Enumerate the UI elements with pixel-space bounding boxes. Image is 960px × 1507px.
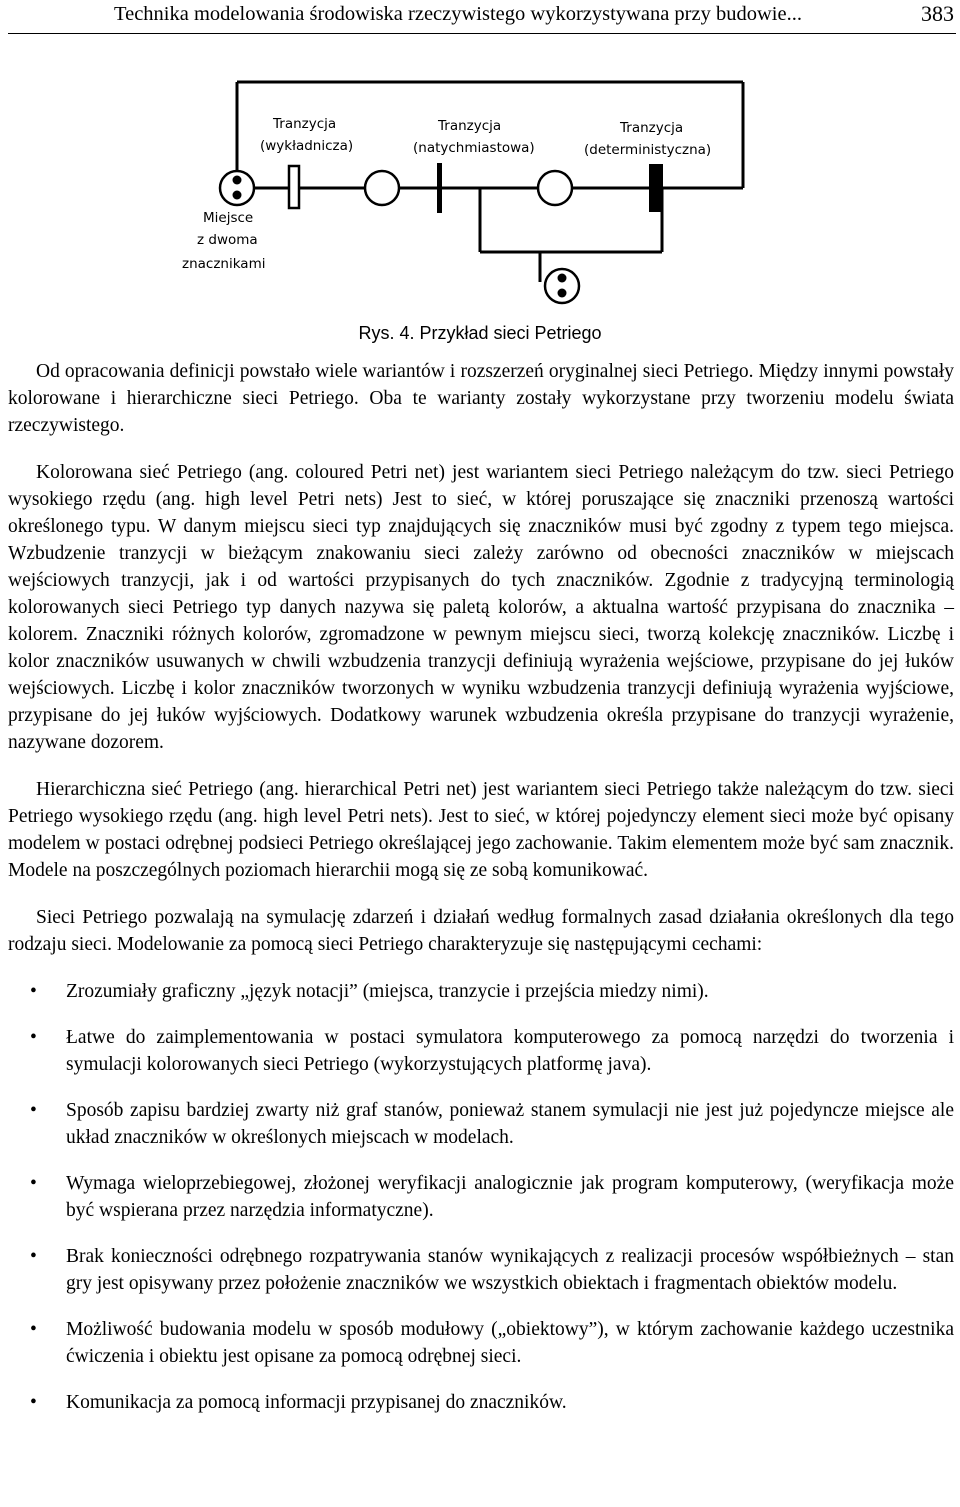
- list-item: [8, 1389, 954, 1416]
- bullet-icon: •: [30, 1319, 37, 1340]
- list-item-text: Możliwość budowania modelu w sposób modułowy („obiektowy”), w którym zachowanie każdego uczestnika ćwiczenia i obiektu jest opisane za pomocą odrębnej sieci.: [66, 1319, 954, 1367]
- header-rule: [8, 33, 956, 34]
- token: [233, 191, 242, 200]
- page-number: 383: [921, 1, 954, 26]
- label-exponential-2: (wykładnicza): [260, 138, 354, 154]
- bullet-icon: •: [30, 981, 37, 1002]
- list-item: [8, 1170, 954, 1224]
- paragraph: Kolorowana sieć Petriego (ang. coloured Petri net) jest wariantem sieci Petriego należącym do tzw. sieci Petriego wysokiego rzędu (ang. high level Petri nets) Jest to sieć, w której poruszające się znaczniki przenoszą wartości określonego typu. W danym miejscu sieci typ znajdujących się znaczników musi być zgodny z typem tego miejsca. Wzbudzenie tranzycji w bieżącym znakowaniu sieci zależy zarówno od obecności znaczników w miejscach wejściowych tranzycji, jak i od wartości przypisanych do tych znaczników. Zgodnie z tradycyjną terminologią kolorowanych sieci Petriego typ danych nazywa się paletą kolorów, a aktualna wartość przypisana do znacznika – kolorem. Znaczniki różnych kolorów, zgromadzone w pewnym miejscu sieci, tworzą kolekcję znaczników. Liczbę i kolor znaczników usuwanych w chwili wzbudzenia tranzycji definiują wyrażenia wejściowe, przypisane do jej łuków wejściowych. Liczbę i kolor znaczników tworzonych w wyniku wzbudzenia tranzycji definiują wyrażenia wyjściowe, przypisane do jej łuków wyjściowych. Dodatkowy warunek wzbudzenia określa przypisane do tranzycji wyrażenie, nazywane dozorem.: [8, 462, 954, 753]
- feature-list: [8, 978, 954, 1416]
- bullet-icon: •: [30, 1100, 37, 1121]
- list-item: [8, 1024, 954, 1078]
- place: [365, 171, 399, 205]
- page-header: [0, 0, 960, 38]
- label-place-2: z dwoma: [197, 232, 258, 248]
- bullet-icon: •: [30, 1027, 37, 1048]
- label-immediate-2: (natychmiastowa): [413, 140, 535, 156]
- list-item: [8, 978, 954, 1005]
- paragraph: Hierarchiczna sieć Petriego (ang. hierarchical Petri net) jest wariantem sieci Petriego także należącym do tzw. sieci Petriego wysokiego rzędu (ang. high level Petri nets). Jest to sieć, w której pojedynczy element sieci może być opisany modelem w postaci odrębnej podsieci Petriego określającej jego zachowanie. Takim elementem może być sam znacznik. Modele na poszczególnych poziomach hierarchii mogą się ze sobą komunikować.: [8, 779, 954, 881]
- label-deterministic-2: (deterministyczna): [584, 142, 712, 158]
- list-item-text: Zrozumiały graficzny „język notacji” (miejsca, tranzycie i przejścia miedzy nimi).: [66, 981, 709, 1002]
- petri-net-diagram: [170, 78, 770, 310]
- list-item-text: Komunikacja za pomocą informacji przypisanej do znaczników.: [66, 1392, 567, 1413]
- bullet-icon: •: [30, 1392, 37, 1413]
- token: [558, 289, 567, 298]
- transition-exponential: [289, 166, 299, 208]
- token: [233, 176, 242, 185]
- list-item-text: Brak konieczności odrębnego rozpatrywania stanów wynikających z realizacji procesów współbieżnych – stan gry jest opisywany przez położenie znaczników we wszystkich obiektach i fragmentach obiektów modelu.: [66, 1246, 954, 1294]
- petri-net-figure: [170, 78, 770, 310]
- paragraph: Od opracowania definicji powstało wiele wariantów i rozszerzeń oryginalnej sieci Petriego. Między innymi powstały kolorowane i hierarchiczne sieci Petriego. Oba te warianty zostały wykorzystane przy tworzeniu modelu świata rzeczywistego.: [8, 361, 954, 436]
- label-immediate-1: Tranzycja: [438, 118, 502, 134]
- label-place-3: znacznikami: [182, 256, 266, 272]
- label-exponential-1: Tranzycja: [273, 116, 337, 132]
- running-title: Technika modelowania środowiska rzeczywistego wykorzystywana przy budowie...: [114, 3, 802, 25]
- place: [538, 171, 572, 205]
- list-item: [8, 1316, 954, 1370]
- token: [558, 274, 567, 283]
- bullet-icon: •: [30, 1173, 37, 1194]
- label-deterministic-1: Tranzycja: [620, 120, 684, 136]
- body-text: [8, 358, 954, 1435]
- list-item: [8, 1097, 954, 1151]
- bullet-icon: •: [30, 1246, 37, 1267]
- transition-immediate: [437, 163, 442, 213]
- transition-deterministic: [649, 164, 663, 212]
- list-item-text: Łatwe do zaimplementowania w postaci symulatora komputerowego za pomocą narzędzi do tworzenia i symulacji kolorowanych sieci Petriego (wykorzystujących platformę java).: [66, 1027, 954, 1075]
- list-item-text: Sposób zapisu bardziej zwarty niż graf stanów, ponieważ stanem symulacji nie jest już pojedyncze miejsce ale układ znaczników w określonych miejscach w modelach.: [66, 1100, 954, 1148]
- figure-caption: Rys. 4. Przykład sieci Petriego: [358, 323, 602, 343]
- label-place-1: Miejsce: [203, 210, 254, 226]
- paragraph: Sieci Petriego pozwalają na symulację zdarzeń i działań według formalnych zasad działania określonych dla tego rodzaju sieci. Modelowanie za pomocą sieci Petriego charakteryzuje się następującymi cechami:: [8, 907, 954, 955]
- list-item-text: Wymaga wieloprzebiegowej, złożonej weryfikacji analogicznie jak program komputerowy, (weryfikacja może być wspierana przez narzędzia informatyczne).: [66, 1173, 954, 1221]
- list-item: [8, 1243, 954, 1297]
